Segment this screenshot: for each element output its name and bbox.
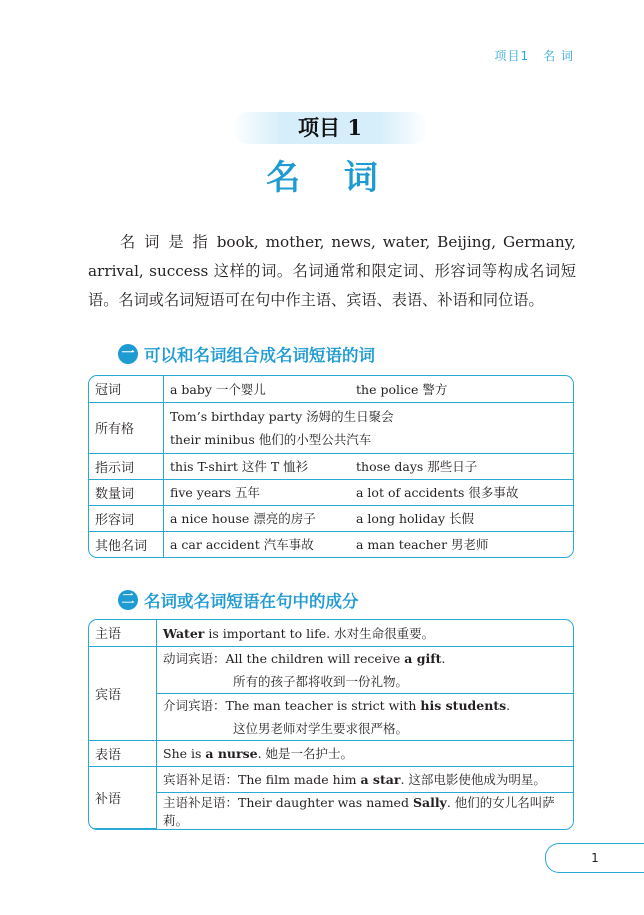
translation: 这位男老师对学生要求很严格。	[233, 720, 409, 736]
sentence-text: . 她是一名护士。	[257, 746, 354, 761]
row-content	[164, 531, 574, 557]
row-label: 形容词	[89, 505, 164, 531]
example-1: this T-shirt 这件 T 恤衫	[170, 459, 309, 474]
bold-noun: his students	[420, 697, 507, 713]
running-head-topic: 名 词	[543, 49, 574, 63]
section-heading-1	[118, 342, 375, 366]
section-heading-1-text: 可以和名词组合成名词短语的词	[144, 346, 375, 365]
row-label: 主语	[89, 620, 157, 646]
running-head-project: 项目1	[494, 49, 530, 63]
row-content	[157, 740, 574, 766]
example-1: a car accident 汽车事故	[170, 537, 314, 553]
project-label: 项目 1	[232, 112, 428, 144]
section-number-1: 一	[118, 344, 138, 364]
sentence-text: 动词宾语：All the children will receive	[163, 650, 405, 666]
table-row	[89, 766, 573, 792]
row-label: 冠词	[89, 376, 164, 402]
translation: 所有的孩子都将收到一份礼物。	[233, 673, 409, 689]
example-2: their minibus 他们的小型公共汽车	[170, 431, 372, 447]
row-label: 其他名词	[89, 531, 164, 557]
row-label: 指示词	[89, 453, 164, 479]
sentence-text: .	[506, 697, 511, 713]
bold-noun: Water	[163, 625, 205, 641]
table-row	[89, 620, 573, 646]
sentence-text: She is	[163, 746, 206, 761]
row-content	[164, 479, 574, 505]
table-row	[89, 453, 573, 479]
table-row	[89, 402, 573, 453]
sentence-text: . 他们的女儿名叫萨莉。	[163, 794, 555, 828]
row-content	[157, 646, 574, 693]
example-1: a baby 一个婴儿	[170, 381, 266, 397]
section-heading-2	[118, 588, 359, 612]
running-head	[495, 47, 574, 64]
sentence-text: . 这部电影使他成为明星。	[400, 772, 546, 787]
example-2: a man teacher 男老师	[356, 537, 489, 553]
example-2: the police 警方	[356, 381, 448, 397]
bold-noun: Sally	[412, 794, 447, 810]
page-title: 名 词	[266, 158, 394, 198]
row-label: 补语	[89, 766, 157, 829]
row-content	[164, 376, 574, 402]
table-row	[89, 792, 573, 829]
row-content	[164, 505, 574, 531]
function-table	[88, 619, 574, 830]
row-content	[157, 693, 574, 740]
example-2: a long holiday 长假	[356, 511, 475, 526]
example-1: a nice house 漂亮的房子	[170, 511, 316, 526]
sentence-text: 介词宾语：The man teacher is strict with	[163, 697, 421, 713]
sentence-text: is important to life. 水对生命很重要。	[204, 625, 435, 641]
sentence-text: 宾语补足语：The film made him	[163, 772, 361, 787]
row-label: 宾语	[89, 646, 157, 740]
row-label: 表语	[89, 740, 157, 766]
table-row	[89, 479, 573, 505]
row-content	[157, 620, 574, 646]
row-content	[164, 453, 574, 479]
sentence-text: 主语补足语：Their daughter was named	[163, 794, 413, 810]
bold-noun: a star	[360, 772, 401, 787]
section-number-2: 二	[118, 590, 138, 610]
example-1: five years 五年	[170, 485, 261, 500]
table-row	[89, 376, 573, 402]
row-content	[157, 792, 574, 829]
table-row	[89, 740, 573, 766]
page-number: 1	[545, 843, 644, 873]
row-content	[157, 766, 574, 792]
intro-paragraph: 名 词 是 指 book, mother, news, water, Beijing, Germany, arrival, success 这样的词。名词通常和限定词、形容词等构成名词短语。名词或名词短语可在句中作主语、宾语、表语、补语和同位语。	[88, 233, 576, 309]
sentence-text: .	[441, 650, 446, 666]
table-row	[89, 693, 573, 740]
example-1: Tom’s birthday party 汤姆的生日聚会	[170, 408, 394, 424]
determiner-table	[88, 375, 574, 558]
bold-noun: a nurse	[205, 746, 258, 761]
row-content	[164, 402, 574, 453]
table-row	[89, 646, 573, 693]
example-2: those days 那些日子	[356, 459, 478, 474]
table-row	[89, 505, 573, 531]
row-label: 数量词	[89, 479, 164, 505]
section-heading-2-text: 名词或名词短语在句中的成分	[144, 592, 359, 611]
table-row	[89, 531, 573, 557]
bold-noun: a gift	[404, 650, 442, 666]
example-2: a lot of accidents 很多事故	[356, 485, 519, 500]
row-label: 所有格	[89, 402, 164, 453]
